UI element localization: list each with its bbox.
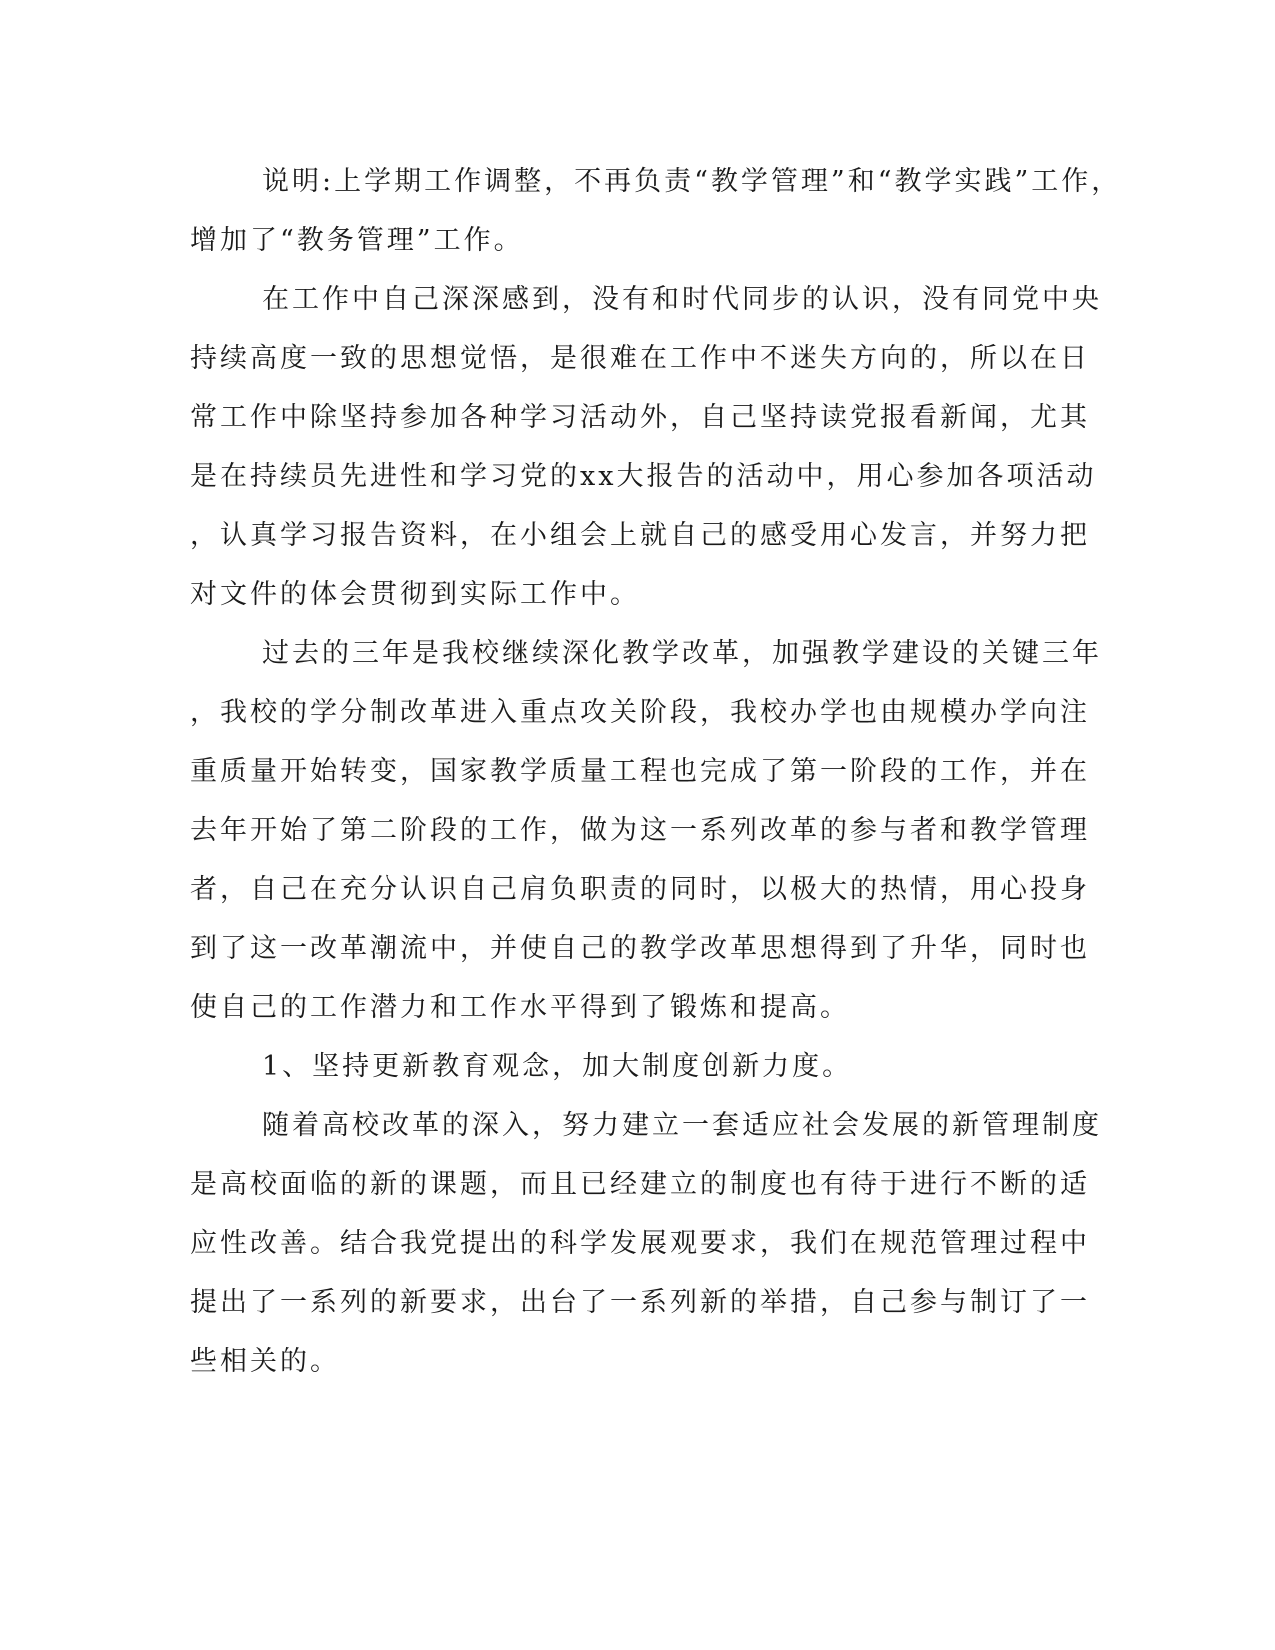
paragraph-2-line-4: 是在持续员先进性和学习党的xx大报告的活动中，用心参加各项活动 — [190, 461, 1097, 492]
paragraph-3-line-2: ，我校的学分制改革进入重点攻关阶段，我校办学也由规模办学向注 — [190, 697, 1090, 728]
paragraph-1-line-1: 说明:上学期工作调整，不再负责“教学管理”和“教学实践”工作， — [262, 166, 1122, 197]
paragraph-4-line-4: 提出了一系列的新要求，出台了一系列新的举措，自己参与制订了一 — [190, 1287, 1090, 1318]
paragraph-4-line-3: 应性改善。结合我党提出的科学发展观要求，我们在规范管理过程中 — [190, 1228, 1090, 1259]
paragraph-2-line-5: ，认真学习报告资料，在小组会上就自己的感受用心发言，并努力把 — [190, 520, 1090, 551]
paragraph-3-line-1: 过去的三年是我校继续深化教学改革，加强教学建设的关键三年 — [262, 638, 1102, 669]
paragraph-2-line-2: 持续高度一致的思想觉悟，是很难在工作中不迷失方向的，所以在日 — [190, 343, 1090, 374]
paragraph-2-line-6: 对文件的体会贯彻到实际工作中。 — [190, 579, 640, 610]
paragraph-2-line-3: 常工作中除坚持参加各种学习活动外，自己坚持读党报看新闻，尤其 — [190, 402, 1090, 433]
paragraph-4-line-5: 些相关的。 — [190, 1346, 340, 1377]
paragraph-2-line-1: 在工作中自己深深感到，没有和时代同步的认识，没有同党中央 — [262, 284, 1102, 315]
paragraph-3-line-6: 到了这一改革潮流中，并使自己的教学改革思想得到了升华，同时也 — [190, 933, 1090, 964]
paragraph-4-line-1: 随着高校改革的深入，努力建立一套适应社会发展的新管理制度 — [262, 1110, 1102, 1141]
paragraph-3-line-5: 者，自己在充分认识自己肩负职责的同时，以极大的热情，用心投身 — [190, 874, 1090, 905]
paragraph-3-line-3: 重质量开始转变，国家教学质量工程也完成了第一阶段的工作，并在 — [190, 756, 1090, 787]
paragraph-4-line-2: 是高校面临的新的课题，而且已经建立的制度也有待于进行不断的适 — [190, 1169, 1090, 1200]
paragraph-3-line-4: 去年开始了第二阶段的工作，做为这一系列改革的参与者和教学管理 — [190, 815, 1090, 846]
section-heading: 1、坚持更新教育观念，加大制度创新力度。 — [262, 1051, 853, 1082]
paragraph-3-line-7: 使自己的工作潜力和工作水平得到了锻炼和提高。 — [190, 992, 850, 1023]
paragraph-1-line-2: 增加了“教务管理”工作。 — [190, 225, 524, 256]
